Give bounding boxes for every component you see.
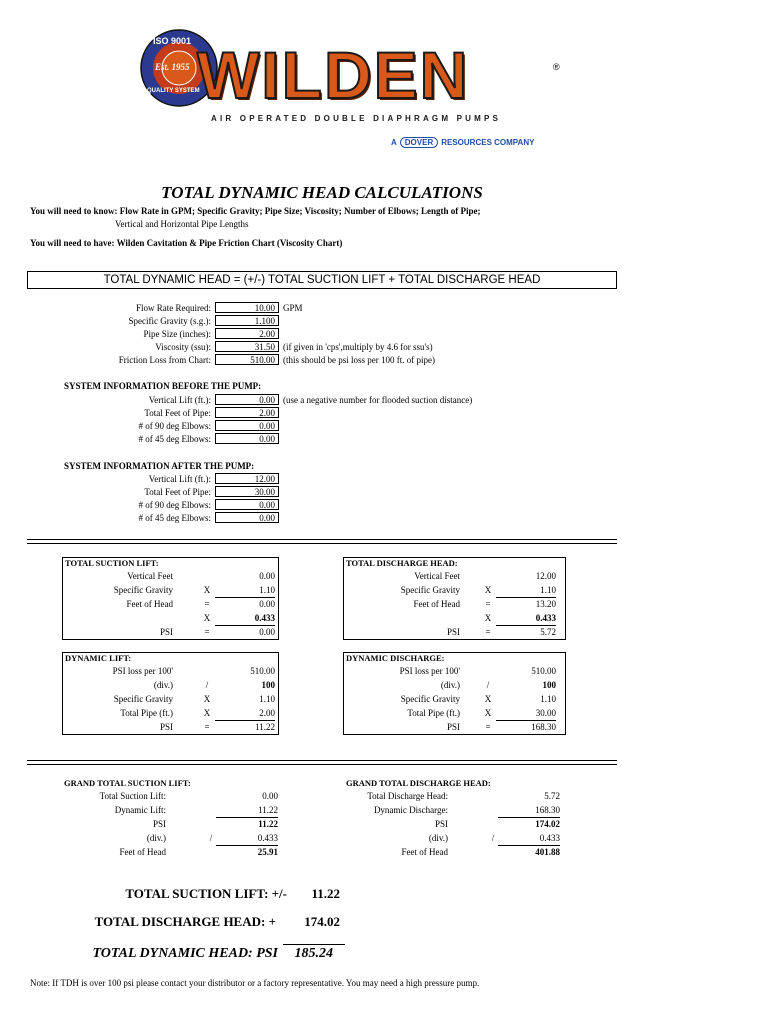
suction-row-sg: Specific Gravity X 1.10 [63,584,278,597]
gs-row-dynamic: Dynamic Lift: 11.22 [64,804,284,817]
gs-row-feet: Feet of Head 25.91 [119,847,278,857]
dyndis-row-pipe: Total Pipe (ft.) X 30.00 [344,707,565,720]
total-suction-lift-box [62,557,279,640]
gd-row-feet: Feet of Head 401.88 [401,847,560,857]
before-note-vertical: (use a negative number for flooded suction distance) [283,395,473,405]
flow-rate-input[interactable]: 10.00 [215,302,279,313]
gs-row-psi: PSI 11.22 [152,819,278,829]
before-label-90: # of 90 deg Elbows: [138,421,211,431]
gd-row-discharge: Total Discharge Head: 5.72 [367,791,560,801]
input-label-pipe-size: Pipe Size (inches): [143,329,211,339]
badge-top-text: ISO 9001 [153,36,192,46]
dover-name: DOVER [400,137,438,148]
after-vertical-lift-input[interactable]: 12.00 [215,473,279,484]
discharge-row-feet: Feet of Head = 13.20 [413,599,556,609]
total-suction-value: 11.22 [311,886,340,901]
suction-row-factor: X 0.433 [63,612,278,625]
dynlift-row-sg: Specific Gravity X 1.10 [113,694,275,704]
after-total-pipe-input[interactable]: 30.00 [215,486,279,497]
badge-bottom-text: QUALITY SYSTEM [147,88,200,94]
suction-row-psi: PSI = 0.00 [159,627,275,637]
before-vertical-lift-input[interactable]: 0.00 [215,394,279,405]
page-title: TOTAL DYNAMIC HEAD CALCULATIONS [161,183,483,202]
dover-prefix: A [391,138,397,147]
tdh-value: 185.24 [294,946,333,961]
before-label-pipe: Total Feet of Pipe: [144,408,211,418]
gd-row-psi: PSI 174.02 [434,819,560,829]
after-45-elbows-input[interactable]: 0.00 [215,512,279,523]
input-label-sg: Specific Gravity (s.g.): [128,316,211,326]
total-discharge-label: TOTAL DISCHARGE HEAD: + [94,914,276,929]
gd-row-div: (div.) / 0.433 [346,832,566,845]
need-to-know-line2: Vertical and Horizontal Pipe Lengths [115,219,249,229]
input-label-flow: Flow Rate Required: [136,303,211,313]
input-note-friction: (this should be psi loss per 100 ft. of pipe) [283,355,435,365]
tdh-rule [283,944,345,945]
footnote: Note: If TDH is over 100 psi please contact your distributor or a factory representative. You may need a high pressure pump. [30,978,480,988]
dyndis-row-div: (div.) / 100 [440,680,556,690]
grand-discharge-title: GRAND TOTAL DISCHARGE HEAD: [346,778,491,788]
dyndis-row-loss: PSI loss per 100' 510.00 [399,666,556,676]
dover-suffix: RESOURCES COMPANY [441,138,535,147]
friction-loss-input[interactable]: 510.00 [215,354,279,365]
input-label-viscosity: Viscosity (ssu): [155,342,211,352]
gs-row-suction: Total Suction Lift: 0.00 [99,791,278,801]
discharge-row-vertical: Vertical Feet 12.00 [414,571,556,581]
gd-row-dynamic: Dynamic Discharge: 168.30 [346,804,566,817]
total-discharge-value: 174.02 [304,914,340,929]
after-label-pipe: Total Feet of Pipe: [144,487,211,497]
after-pump-title: SYSTEM INFORMATION AFTER THE PUMP: [64,461,255,471]
discharge-row-factor: X 0.433 [344,612,565,625]
dover-line [391,138,534,147]
input-note-flow: GPM [283,303,303,313]
brand-wordmark: WILDEN [197,38,470,112]
suction-lift-title: TOTAL SUCTION LIFT: [65,558,159,568]
dynamic-lift-title: DYNAMIC LIFT: [65,653,132,663]
before-pump-title: SYSTEM INFORMATION BEFORE THE PUMP: [64,381,262,391]
dynamic-discharge-box [343,652,566,735]
grand-total-suction [64,778,284,863]
dynlift-row-pipe: Total Pipe (ft.) X 2.00 [63,707,278,720]
discharge-head-title: TOTAL DISCHARGE HEAD: [346,558,458,568]
dynlift-row-div: (div.) / 100 [153,680,275,690]
discharge-row-psi: PSI = 5.72 [446,627,556,637]
grand-suction-title: GRAND TOTAL SUCTION LIFT: [64,778,191,788]
gs-row-div: (div.) / 0.433 [64,832,284,845]
after-label-90: # of 90 deg Elbows: [138,500,211,510]
suction-row-vertical: Vertical Feet 0.00 [127,571,275,581]
before-label-45: # of 45 deg Elbows: [138,434,211,444]
after-90-elbows-input[interactable]: 0.00 [215,499,279,510]
total-discharge-head-box [343,557,566,640]
section-divider-2 [27,760,617,765]
brand-tagline: AIR OPERATED DOUBLE DIAPHRAGM PUMPS [211,114,502,123]
registered-mark: ® [553,62,560,72]
tdh-formula-box: TOTAL DYNAMIC HEAD = (+/-) TOTAL SUCTION LIFT + TOTAL DISCHARGE HEAD [27,271,617,289]
wilden-logo [135,22,575,157]
dynlift-row-psi: PSI = 11.22 [159,722,275,732]
before-90-elbows-input[interactable]: 0.00 [215,420,279,431]
dyndis-row-sg: Specific Gravity X 1.10 [400,694,556,704]
section-divider-1 [27,539,617,544]
dyndis-row-psi: PSI = 168.30 [446,722,556,732]
after-label-45: # of 45 deg Elbows: [138,513,211,523]
tdh-label: TOTAL DYNAMIC HEAD: PSI [92,946,278,961]
before-label-vertical: Vertical Lift (ft.): [148,395,211,405]
total-suction-label: TOTAL SUCTION LIFT: +/- [125,886,287,901]
dynamic-lift-box [62,652,279,735]
viscosity-input[interactable]: 31.50 [215,341,279,352]
dynamic-discharge-title: DYNAMIC DISCHARGE: [346,653,445,663]
badge-mid-text: Est. 1955 [155,62,190,72]
input-label-friction: Friction Loss from Chart: [118,355,211,365]
pipe-size-input[interactable]: 2.00 [215,328,279,339]
need-to-have: You will need to have: Wilden Cavitation & Pipe Friction Chart (Viscosity Chart) [30,238,343,248]
after-label-vertical: Vertical Lift (ft.): [148,474,211,484]
need-to-know-line1: You will need to know: Flow Rate in GPM; Specific Gravity; Pipe Size; Viscosity; Number of Elbows; Length of Pipe; [30,206,481,216]
input-note-viscosity: (if given in 'cps',multiply by 4.6 for ssu's) [283,342,433,352]
specific-gravity-input[interactable]: 1.100 [215,315,279,326]
before-total-pipe-input[interactable]: 2.00 [215,407,279,418]
suction-row-feet: Feet of Head = 0.00 [126,599,275,609]
dynlift-row-loss: PSI loss per 100' 510.00 [112,666,275,676]
discharge-row-sg: Specific Gravity X 1.10 [344,584,565,597]
before-45-elbows-input[interactable]: 0.00 [215,433,279,444]
grand-total-discharge [346,778,566,863]
